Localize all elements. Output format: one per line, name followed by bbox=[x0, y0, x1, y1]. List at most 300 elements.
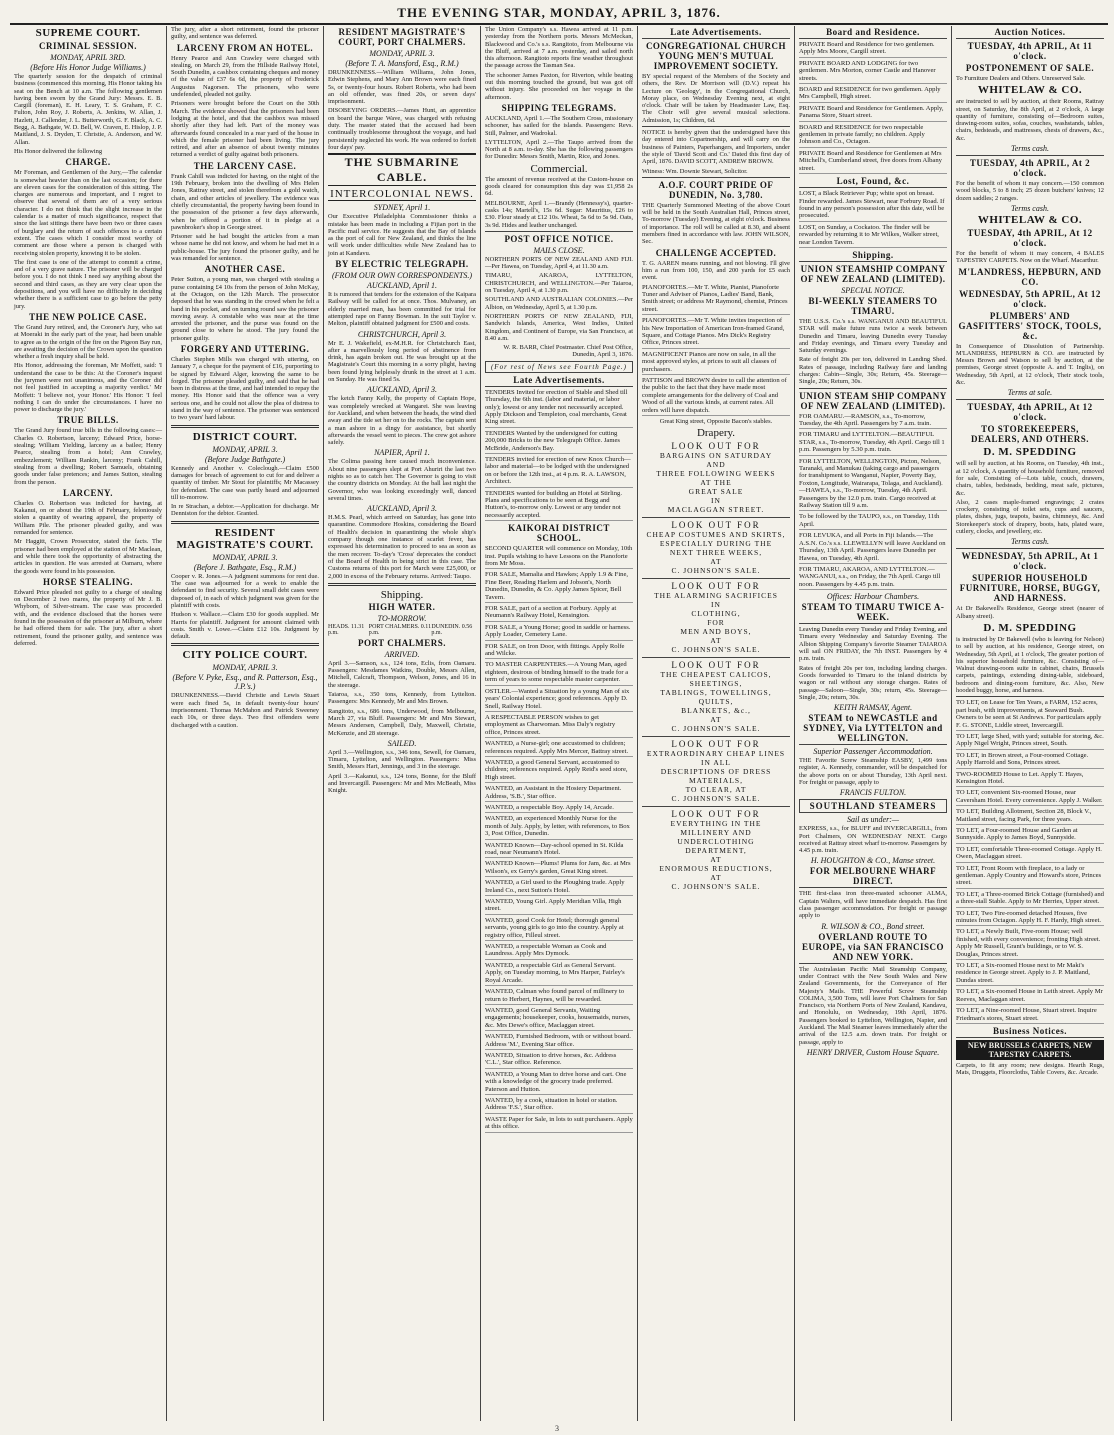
carpets-ad-title: NEW BRUSSELS CARPETS, NEW TAPESTRY CARPETS. bbox=[956, 1040, 1104, 1060]
terms: Terms at sale. bbox=[1007, 388, 1053, 398]
divider bbox=[642, 126, 790, 127]
terms: Terms cash. bbox=[1011, 537, 1049, 547]
ad-line: AT bbox=[710, 855, 722, 865]
ad-line: MACLAGGAN STREET. bbox=[667, 505, 765, 515]
signature: HENRY DRIVER, Custom House Square. bbox=[806, 1047, 940, 1057]
subhead: BI-WEEKLY STEAMERS TO TIMARU. bbox=[808, 295, 938, 316]
ad-line: AND bbox=[706, 460, 726, 470]
ad-item: TO LET, on Lease for Ten Years, a FARM, 152 acres, part bush, with improvements, at Seaward Bush. Owners to be seen at St Andrews. For particulars apply F. G. STONE, Liddle street, Invercargill. bbox=[956, 699, 1104, 731]
subhead: THE LARCENY CASE. bbox=[193, 160, 297, 171]
divider bbox=[956, 399, 1104, 400]
ad-item: TO LET, Building Allotment, Section 28, Block V., Maitland street, facing Park, for three years. bbox=[956, 808, 1104, 825]
paragraph: Hudson v. Wallace.—Claim £30 for goods supplied. Mr Harris for plaintiff. Judgment for amount claimed with costs. Smith v. Lowe.—Claim £12 10s. Judgment by default. bbox=[171, 611, 319, 641]
ad-item: PRIVATE Board and Residence for Gentlemen at Mrs Mitchell's, Cumberland street, five doors from Albany street. bbox=[799, 150, 947, 174]
ad-item: FOR LEVUKA, and all Ports in Fiji Islands.—The A.S.N. Co.'s s.s. LLEWELLYN will leave Auckland on Thursday, 13th April. Passengers leave Dunedin per Hawea, on Tuesday, 4th April. bbox=[799, 532, 947, 564]
paragraph: The Grand Jury retired, and, the Coroner's Jury, who sat at Moeraki in the early part of the year, had been unable to agree as to the origin of the fire on the Pigeon Bay run, are awaiting the decision of the Crown upon the question whether a fresh inquiry shall be held. bbox=[14, 323, 162, 361]
ad-item: LOST, on Sunday, a Cockatoo. The finder will be rewarded by returning it to Mr Wilkes, Walker street, near London Tavern. bbox=[799, 224, 947, 248]
ad-date: WEDNESDAY, 5th APRIL, At 12 o'clock. bbox=[959, 288, 1101, 309]
paragraph: TIMARU, AKAROA, LYTTELTON, CHRISTCHURCH, and WELLINGTON.—Per Taiaroa, on Tuesday, April 4, at 1.30 p.m. bbox=[485, 272, 633, 295]
before-line: (Before Judge Bathgate.) bbox=[204, 454, 286, 464]
ad-line: ESPECIALLY DURING THE bbox=[659, 539, 773, 549]
dateline: CHRISTCHURCH, April 3. bbox=[357, 329, 447, 339]
divider bbox=[171, 425, 319, 428]
paragraph: Mr E. J. Wakefield, ex-M.H.R. for Christchurch East, after a marvellously long period of abstinence from drink, has again broken out. He was brought up at the Magistrate's Court this morning in a sorry plight, having been found lying helplessly drunk in the street at 1 a.m. on Sunday. He was fined 5s. bbox=[328, 339, 476, 384]
ad-line: C. JOHNSON'S SALE. bbox=[671, 882, 761, 892]
signature: KEITH RAMSAY, Agent. bbox=[833, 703, 913, 713]
section-title: SHIPPING TELEGRAMS. bbox=[501, 102, 617, 113]
ad-item: WANTED, a good General Servant, accustomed to children; references required. Apply Reid's seed store, High street. bbox=[485, 759, 633, 783]
dateline: AUCKLAND, April 3. bbox=[366, 504, 438, 514]
cable-subtitle: INTERCOLONIAL NEWS. bbox=[328, 188, 476, 201]
ad-title: CONGREGATIONAL CHURCH YOUNG MEN'S MUTUAL IMPROVEMENT SOCIETY. bbox=[645, 41, 787, 71]
paragraph: April 3.—Wellington, s.s., 346 tons, Sewell, for Oamaru, Timaru, Lyttelton, and Wellington. Passengers: Miss Smith, Messrs Hart, Jennings, and 3 in the steerage. bbox=[328, 748, 476, 771]
signature: Offices: Harbour Chambers. bbox=[826, 592, 920, 602]
paragraph: AUCKLAND, April 1.—The Southern Cross, missionary schooner, has sailed for the islands. Passengers: Revs. Still, Palmer, and Wadrokal. bbox=[485, 114, 633, 137]
dateline: AUCKLAND, April 3. bbox=[366, 385, 438, 395]
subhead: ANOTHER CASE. bbox=[204, 264, 286, 275]
subhead: PORT CHALMERS. bbox=[357, 637, 447, 648]
ad-title: PLUMBERS' AND GASFITTERS' STOCK, TOOLS, &c. bbox=[958, 310, 1102, 341]
lookout-ad bbox=[642, 582, 790, 654]
paragraph: H.M.S. Pearl, which arrived on Saturday, has gone into quarantine. Commodore Hoskins, considering the Board of Health's decision in quarantining the whole ship's company though one instance of scarlet fever, has expressed his determination to proceed to sea as soon as the men recover. To-day's 'Cross' deprecates the conduct of the Board of Health in being strict in this case. The Customs returns of this port for March were £25,000, or 2,000 in excess of the February returns. Arrived: Taupo. bbox=[328, 514, 476, 580]
paragraph: In Consequence of Dissolution of Partnership. M'LANDRESS, HEPBURN & CO. are instructed by Messrs Brown and Watson to sell by auction, at the premises, George street (opposite A. and T. Inglis), on Wednesday, 5th April, at 12 o'clock, Their stock tools, &c. bbox=[956, 342, 1104, 387]
paragraph: Rate of freight 20s per ton, delivered in Landing Shed. Rates of passage, including Railway fare and landing charges: Cabin—Single, 30s; Return, 45s. Steerage—Single, 20s; Return, 30s. bbox=[799, 356, 947, 386]
paragraph: For the benefit of whom it may concern, 4 BALES TAPESTRY CARPETS. Now on the Wharf. Macarthur. bbox=[956, 249, 1104, 265]
ad-item: PIANOFORTES.—Mr T. White, Pianist, Pianoforte Tuner and Adviser of Pianos, Ladies' Band, Bank, Smith street; or address Mr Raymond, chemist, Princes street. bbox=[642, 284, 790, 316]
paragraph: The quarterly session for the despatch of criminal business (commenced this morning, His Honor taking his seat on the Bench at 10 a.m. The following gentlemen having been sworn by the Grand Jury: Messrs. E. B. Cargill (foreman), E. H. Leary, T. S. Graham, F. C. Fulton, John Roy, J. Roberts, A. Jenkins, W. Allan, J. Hazlett, J. Callender, J. L. Butterworth, G. F. Black, A. C. Begg, A. Bathgate, W. D. Bell, W. Craven, E. Hislop, J. P. Maitland, J. S. Dryden, T. Christie, A. Anderson, and W. Allan. bbox=[14, 73, 162, 146]
high-water-table bbox=[328, 624, 476, 636]
paragraph: The Union Company's s.s. Hawea arrived at 11 p.m. yesterday from the Northern ports. Messrs McMeckan, Blackwood and Co.'s s.s. Rangitoto, from Melbourne via the Bluff, arrived at 7 a.m. yesterday, and sailed north this afternoon. Rangitoto reports fine weather throughout the passage across the Tasman Sea. bbox=[485, 26, 633, 70]
paragraph: For the benefit of whom it may concern.—150 common wood blocks, 5 to 8 inch; 25 dozen butchers' knives; 12 dozen saddles; 2 ranges. bbox=[956, 180, 1104, 202]
date-line: MONDAY, APRIL 3RD. bbox=[50, 53, 126, 62]
cable-title: THE SUBMARINE CABLE. bbox=[328, 153, 476, 186]
subhead: Superior Passenger Accommodation. bbox=[813, 747, 933, 757]
ad-line: LOOK OUT FOR bbox=[671, 441, 761, 452]
ad-item: To be followed by the TAUPO, s.s., on Tuesday, 11th April. bbox=[799, 513, 947, 530]
paragraph: Frank Cahill was indicted for having, on the night of the 19th February, broken into the dwelling of Mrs Helen Jones, Rattray street, and stolen therefrom a gold watch, chain, and other articles of jewellery. The evidence was chiefly circumstantial, the property having been found in the possession of the prisoner a few days afterwards, when he offered a portion of it in pledge at a pawnbroker's shop in George street. bbox=[171, 172, 319, 231]
paragraph: Rangitoto, s.s., 686 tons, Underwood, from Melbourne, March 27, via Bluff. Passengers: Mr and Mrs Stewart, Messrs Andersen, Campbell, Daly, Maxwell, Christie, McKenzie, and 28 steerage. bbox=[328, 707, 476, 737]
divider bbox=[171, 521, 319, 524]
divider bbox=[642, 578, 790, 579]
ad-item: FOR SALE, a Young Horse; good in saddle or harness. Apply Loader, Cemetery Lane. bbox=[485, 624, 633, 641]
ad-item: FOR LYTTELTON, WELLINGTON, Picton, Nelson, Taranaki, and Manukau (taking cargo and passengers for transhipment to Wanganui, Napier, Poverty Bay, Foxton, Longitude, Wairarapa, Tolaga, and Auckland).—HAWEA, s.s., To-morrow, Tuesday, 4th April. Passengers by the 12.0 p.m. train. Cargo received at Railway Station till 9 a.m. bbox=[799, 458, 947, 512]
date-line: MONDAY, APRIL 3. bbox=[369, 49, 435, 58]
section-title: SUPREME COURT. bbox=[35, 27, 141, 39]
divider bbox=[642, 806, 790, 807]
paragraph: THE Quarterly Summoned Meeting of the above Court will be held in the South Australian Hall, Princes street, To-morrow (Tuesday) Evening, at eight o'clock. Business of importance. The roll will be called at 8.30, and absent members fined in accordance with law. JOHN WILSON, Sec. bbox=[642, 201, 790, 246]
ad-line: GREAT SALE bbox=[688, 487, 744, 497]
ad-line: FOR bbox=[707, 618, 725, 628]
lookout-ad bbox=[642, 521, 790, 575]
ad-title: CHALLENGE ACCEPTED. bbox=[655, 247, 777, 258]
drapery-title: Drapery. bbox=[696, 427, 736, 440]
paragraph: To Furniture Dealers and Others. Unreserved Sale. bbox=[956, 75, 1086, 82]
paragraph: NOTICE is hereby given that the undersigned have this day entered into Copartnership, and will carry on the business of Painters, Paperhangers, and Importers, under the style of 'David Scott and Co.' Dated this first day of April, 1876. DAVID SCOTT, ANDREW BROWN. bbox=[642, 129, 790, 166]
paragraph: The first case is one of the attempt to commit a crime, and of a very grave nature. The prisoner will be charged before you. I do not think I need say anything about the second and third cases, as they are very clear upon the depositions, and you will have no difficulty in deciding whether there is a sufficient case to go before the petty jury. bbox=[14, 258, 162, 310]
before-line: (Before V. Pyke, Esq., and R. Patterson, Esq., J.P.'s.) bbox=[172, 673, 318, 692]
paragraph: Leaving Dunedin every Tuesday and Friday Evening, and Timaru every Wednesday and Saturday Evening. The Albion Shipping Company's favorite Steamer TAIAROA will sail ON FRIDAY, the 7th INST. Passengers by 4 p.m. train. bbox=[799, 626, 947, 663]
ad-line: C. JOHNSON'S SALE. bbox=[671, 724, 761, 734]
date-line: MONDAY, APRIL 3. bbox=[212, 552, 278, 562]
ad-line: TABLINGS, TOWELLINGS, QUILTS, bbox=[660, 688, 772, 707]
paragraph: Also, 2 cases maple-framed engravings; 2 crates crockery, consisting of toilet sets, cups and saucers, plates, dishes, jugs, teapots, basins, chimneys, &c. And Storekeeper's stock of drapery, boots, hats, plated ware, cutlery, clocks, and jewellery, etc. bbox=[956, 498, 1104, 536]
section-subtitle: CRIMINAL SESSION. bbox=[38, 41, 138, 51]
paragraph: Carpets, to fit any room; new designs. Hearth Rugs, Mats, Druggets, Floorcloths, Table Covers, &c. Arcade. bbox=[956, 1061, 1104, 1077]
ad-item: TWO-ROOMED House to Let. Apply T. Hayes, Kensington Hotel. bbox=[956, 771, 1104, 788]
ad-line: LOOK OUT FOR bbox=[671, 520, 761, 531]
paragraph: The jury, after a short retirement, found the prisoner guilty, and sentence was deferred. bbox=[171, 26, 319, 41]
subhead: SAILED. bbox=[387, 738, 417, 748]
ad-line: LOOK OUT FOR bbox=[671, 660, 761, 671]
ad-line: LOOK OUT FOR bbox=[671, 739, 761, 750]
section-title: POST OFFICE NOTICE. bbox=[504, 233, 614, 244]
section-title: Business Notices. bbox=[956, 1026, 1104, 1038]
section-title: Board and Residence. bbox=[799, 27, 947, 39]
paragraph: At Dr Bakewell's Residence, George street (nearer of Albany street). bbox=[956, 605, 1104, 620]
signature: W. R. BARR, Chief Postmaster. Chief Post Office, Dunedin, April 3, 1876. bbox=[503, 344, 633, 359]
paragraph: The Australasian Pacific Mail Steamship Company, under Contract with the New South Wales and New Zealand Governments, for the Conveyance of Her Majesty's Mails. THE Powerful Screw Steamship COLIMA, 3,500 Tons, will leave Port Chalmers for San Francisco, via Northern Ports of New Zealand, Kandavu, and Honolulu, on Wednesday, 19th April, 1876. Passengers booked to Lyttelton, Wellington, Napier, and Auckland. The Mail Steamer leaves immediately after the arrival of the 12.5 a.m. down train. For freight or passage, apply to bbox=[799, 965, 947, 1046]
ad-line: AT bbox=[710, 636, 722, 646]
section-title: KAIKORAI DISTRICT SCHOOL. bbox=[508, 523, 610, 544]
paragraph: The amount of revenue received at the Custom-house on goods cleared for consumption this day was £1,958 2s 6d. bbox=[485, 175, 633, 198]
ad-title: SOUTHLAND STEAMERS bbox=[799, 799, 947, 813]
paragraph: Kennedy and Another v. Coleclough.—Claim £500 damages for breach of agreement to cut for and deliver a quantity of timber. Mr Stout for plaintiffs; Mr Macassey for defendant. The case was partly heard and adjourned till to-morrow. bbox=[171, 464, 319, 501]
paragraph: Henry Pearce and Ann Crawley were charged with stealing, on March 29, from the Hillside Railway Hotel, South Dunedin, a cashbox containing cheques and money of the value of £37 6s 6d, the property of Frederick Augustus Nagorsen. The prisoners, who were undefended, pleaded not guilty. bbox=[171, 54, 319, 99]
paragraph: It is rumored that tenders for the extension of the Kaipara Railway will be called for at once. Thos. Mulvaney, an elderly married man, has been committed for trial for attempted rape on Fanny Bowman. In the suit Taylor v. Melton, plaintiff obtained judgment for £500 and costs. bbox=[328, 291, 476, 328]
divider bbox=[799, 388, 947, 389]
ad-line: EVERYTHING IN THE bbox=[670, 819, 762, 829]
ad-item: TENDERS Invited for erection of Stable and Shed till Thursday, the 6th inst. (labor and material, or labor only); lowest or any tender not necessarily accepted. Apply Dickson and Templeton, coal merchants, Great King street. bbox=[485, 389, 633, 428]
dateline: NAPIER, April 1. bbox=[374, 448, 430, 458]
paragraph: Prisoner said he had bought the articles from a man whose name he did not know, and whom he had met in a public-house. The jury found the prisoner guilty, and he was remanded for sentence. bbox=[171, 233, 319, 263]
ad-line: AT bbox=[710, 557, 722, 567]
ad-item: BOARD and RESIDENCE for two gentlemen. Apply Mrs Campbell, High street. bbox=[799, 86, 947, 103]
before-line: (Before J. Bathgate, Esq., R.M.) bbox=[193, 562, 297, 572]
paragraph: MELBOURNE, April 1.—Brandy (Hennessy's), quarter-casks 14s; Martell's, 15s 6d. Sugar: Mauritius, £26 to £30. Flour steady at £12 10s. Wheat, 5s 6d to 5s 9d. Oats, 3s 9d. Hides and leather unchanged. bbox=[485, 199, 633, 229]
paragraph: Charles O. Robertson was indicted for having, at Kakanui, on or about the 19th of February, feloniously stolen a quantity of wearing apparel, the property of William Pile. The prisoner pleaded guilty, and was remanded for sentence. bbox=[14, 499, 162, 537]
ad-title: UNION STEAM SHIP COMPANY OF NEW ZEALAND (LIMITED). bbox=[799, 390, 947, 411]
ad-item: TO LET, a Three-roomed Brick Cottage (furnished) and a three-stall Stable. Apply to Mr Herries, Upper street. bbox=[956, 891, 1104, 908]
ad-line: LOOK OUT FOR bbox=[671, 581, 761, 592]
paragraph: The ketch Fanny Kelly, the property of Captain Hope, was completely wrecked at Wangarei. She was leaving for Auckland, and when between the heads, the wind died away and the tide set her on to the rocks. The captain sent a man ashore in a dingy for assistance, but shortly afterwards the vessel went to pieces. The crew got ashore safely. bbox=[328, 395, 476, 447]
ad-item: WANTED Known—Plums! Plums for Jam, &c. at Mrs Wilson's, ex Gerry's garden, Great King street. bbox=[485, 860, 633, 877]
ad-item: TO LET, a Six-roomed House next to Mr Maki's residence in George street. Apply to J. P. Maitland, Dundas street. bbox=[956, 962, 1104, 986]
ad-date: TUESDAY, 4th APRIL, At 11 o'clock. bbox=[967, 41, 1093, 61]
divider bbox=[328, 583, 476, 586]
subhead: FORGERY AND UTTERING. bbox=[180, 343, 310, 354]
paragraph: SOUTHLAND AND AUSTRALIAN COLONIES.—Per Albion, on Wednesday, April 5, at 1.30 p.m. bbox=[485, 296, 633, 311]
paragraph: BY special request of the Members of the Society and others, the Rev. Dr Morrison will (D.V.) repeat his Lecture on 'Geology', in the Congregational Church, Moray place, on Wednesday Evening next, at eight o'clock. Chair will be taken by Headmaster Law, Esq. The Choir will give several musical selections. Admission, 1s; Children, 6d. bbox=[642, 73, 790, 124]
ad-line: IN bbox=[711, 600, 721, 610]
ad-item: TO LET, comfortable Three-roomed Cottage. Apply H. Owen, Maclaggan street. bbox=[956, 846, 1104, 863]
section-title: Shipping. bbox=[799, 250, 947, 262]
column-5 bbox=[638, 26, 795, 1421]
ad-item: TO LET, convenient Six-roomed House, near Caversham Hotel. Every convenience. Apply J. Walker. bbox=[956, 789, 1104, 806]
ad-line: THE ALARMING SACRIFICES bbox=[654, 591, 778, 601]
lookout-ad bbox=[642, 740, 790, 803]
ad-title: OVERLAND ROUTE TO EUROPE, via SAN FRANCISCO AND NEW YORK. bbox=[799, 932, 947, 964]
ad-title: STEAM to NEWCASTLE and SYDNEY, Via LYTTELTON and WELLINGTON. bbox=[799, 713, 947, 745]
paragraph: Our Executive Philadelphia Commissioner thinks a mistake has been made in including a Fijian port in the Pacific mail service. He suggests that the Bay of Islands as the port of call for New Zealand, and thinks the line will work under difficulties while New Zealand has to join at Kandavu. bbox=[328, 213, 476, 257]
page-number: 3 bbox=[555, 1424, 559, 1433]
dateline: AUCKLAND, April 1. bbox=[366, 281, 438, 291]
column-3 bbox=[324, 26, 481, 1421]
section-title: DISTRICT COURT. bbox=[192, 430, 298, 443]
ad-title: SUPERIOR HOUSEHOLD FURNITURE, HORSE, BUGGY, AND HARNESS. bbox=[959, 573, 1101, 604]
paragraph: Peter Sutton, a young man, was charged with stealing a purse containing £4 10s from the person of John McKay, at the Octagon, on the 12th March. The prosecutor deposed that he was standing in the crowd when he felt a hand in his pocket, and on turning round saw the prisoner moving away. A constable who was near at the time arrested the prisoner, and the purse was found on the ground close to where he stood. The jury found the prisoner guilty. bbox=[171, 276, 319, 342]
subhead: TO-MORROW. bbox=[377, 613, 427, 623]
ad-item: WANTED, a Young Man to drive horse and cart. One with a knowledge of the grocery trade preferred. Paterson and Hutton. bbox=[485, 1071, 633, 1095]
paragraph: His Honor delivered the following bbox=[14, 147, 103, 155]
ad-item: WANTED, good Cook for Hotel; thorough general servants, young girls to go into the country. Apply at registry office, Filleul street. bbox=[485, 917, 633, 941]
high-water-cell: HEADS. 11.31 p.m. bbox=[328, 623, 365, 636]
column-6 bbox=[795, 26, 952, 1421]
date-line: MONDAY, APRIL 3. bbox=[212, 444, 278, 454]
section-title: RESIDENT MAGISTRATE'S COURT. bbox=[176, 526, 314, 551]
ad-item: SECOND QUARTER will commence on Monday, 10th inst. Pupils wishing to have Lessons on the Pianoforte from Mr Moss. bbox=[485, 545, 633, 569]
ad-title: POSTPONEMENT OF SALE. bbox=[965, 63, 1095, 73]
ad-line: THREE FOLLOWING WEEKS bbox=[656, 469, 776, 479]
high-water-cell: PORT CHALMERS. 0.11 p.m. bbox=[368, 623, 432, 636]
paragraph: Rates of freight 20s per ton, including landing charges. Goods forwarded to Timaru to the inland districts by wagon or rail without any storage charges. Rates of passage—Saloon—Single, 30s; return, 45s. Steerage—Single, 20s; return, 30s. bbox=[799, 664, 947, 701]
section-title: Lost, Found, &c. bbox=[799, 176, 947, 188]
signature: FRANCIS FULTON. bbox=[839, 788, 907, 798]
paragraph: DRUNKENNESS.—William Williams, John Jones, Edwin Stephens, and Mary Ann Brown were each fined 5s, or twenty-four hours. Robert Roberts, who had been an old offender, was fined 20s, or seven days' imprisonment. bbox=[328, 69, 476, 106]
divider bbox=[956, 155, 1104, 156]
shipping-title: Shipping. bbox=[380, 588, 424, 601]
subhead: LARCENY FROM AN HOTEL. bbox=[176, 42, 314, 53]
section-title: Late Advertisements. bbox=[642, 27, 790, 39]
section-title: Late Advertisements. bbox=[485, 375, 633, 387]
ad-line: BARGAINS ON SATURDAY bbox=[659, 451, 773, 461]
ad-title: A.O.F. COURT PRIDE OF DUNEDIN, No. 3,780. bbox=[658, 179, 774, 200]
commercial-title: Commercial. bbox=[530, 162, 588, 175]
signature: Great King street, Opposite Bacon's stables. bbox=[659, 418, 773, 426]
paragraph: will sell by auction, at his Rooms, on Tuesday, 4th inst., at 12 o'clock, A quantity of household furniture, removed for sale, Consisting of—Lots table, couch, drawers, chairs, tables, bedsteads, bedding, meat safe, pictures, &c. bbox=[956, 460, 1104, 497]
ad-line: MILLINERY AND UNDERCLOTHING bbox=[677, 828, 755, 847]
ad-item: WANTED, a respectable Girl as General Servant. Apply, on Tuesday morning, to Mrs Harper, Fairley's Royal Arcade. bbox=[485, 962, 633, 986]
paragraph: T. G. AAREN means running, and not blowing. I'll give him a run from 100, 150, and 200 yards for £5 each event. bbox=[642, 259, 790, 282]
paragraph: Charles Stephen Mills was charged with uttering, on January 7, a cheque for the payment of £16, purporting to be signed by Edward Alger, knowing the same to be forged. The prisoner pleaded guilty, and said that he had been in distress at the time, and had intended to repay the money. His Honor said that the offence was a very serious one, and he could not allow the plea of distress to stand in the way of sentence. The prisoner was sentenced to two years' hard labour. bbox=[171, 355, 319, 422]
subhead: MAILS CLOSE. bbox=[533, 245, 585, 255]
section-title: BY ELECTRIC TELEGRAPH. bbox=[335, 259, 469, 270]
ad-item: LOST, a Black Retriever Pup; white spot on breast. Finder rewarded. James Stewart, near Forbury Road. If found in any person's possession after this date, will be prosecuted. bbox=[799, 190, 947, 222]
paragraph: Mr Foreman, and Gentlemen of the Jury,—The calendar is somewhat heavier than on the last occasion; for there are eleven cases for the consideration of this sitting. The charges are numerous and important, and I regret to observe that several of them are of a very serious character. I do not think that the slight increase in the calendar is a matter of much significance, respect that since the last sittings there have been two or three cases of burglary and the return of such offences to a certain extent. The cases which I consider most worthy of comment are those where a person is charged with receiving stolen property, knowing it to be stolen. bbox=[14, 169, 162, 257]
ad-line: THE CHEAPEST CALICOS, SHEETINGS, bbox=[660, 670, 772, 689]
divider bbox=[642, 177, 790, 178]
ad-item: WANTED, a respectable Boy. Apply 14, Arcade. bbox=[485, 804, 633, 813]
subhead: HORSE STEALING. bbox=[42, 576, 134, 587]
divider bbox=[642, 657, 790, 658]
section-title: Auction Notices. bbox=[956, 27, 1104, 39]
ad-item: WANTED, a Girl used to the Ploughing trade. Apply Ireland Co., next Sutton's Hotel. bbox=[485, 879, 633, 896]
ad-item: PRIVATE Board and Residence for two gentlemen. Apply Mrs Moore, Cargill street. bbox=[799, 41, 947, 58]
paragraph: DISOBEYING ORDERS.—James Hunt, an apprentice on board the barque Wave, was charged with refusing duty. The master stated that the accused had been continually troublesome throughout the voyage, and had persistently neglected his work. He was ordered to forfeit four days' pay. bbox=[328, 107, 476, 151]
divider bbox=[642, 517, 790, 518]
paragraph: The Colima passing here caused much inconvenience. About nine passengers slept at Port Ahuriri the last two nights so as to catch her. The Governor is going to visit the country districts on Monday. At the ball last night the Governor, who was looking exceedingly well, danced several times. bbox=[328, 458, 476, 502]
lookout-ad bbox=[642, 810, 790, 891]
section-title: CITY POLICE COURT. bbox=[182, 649, 308, 662]
ad-item: WANTED, a Nurse-girl; one accustomed to children; references required. Apply Mrs Mercer, Battray street. bbox=[485, 740, 633, 757]
masthead: THE EVENING STAR, MONDAY, APRIL 3, 1876. bbox=[10, 4, 1108, 25]
ad-line: MEN AND BOYS, bbox=[680, 627, 752, 637]
divider bbox=[642, 736, 790, 737]
ad-item: TO LET, a Nine-roomed House, Stuart street. Inquire Friedman's stores, Stuart street. bbox=[956, 1007, 1104, 1024]
ad-item: FOR SALE, Mamalia and Hawkes; Apply 1.9 & Fine, Fine Beer, Reading Harlem and Jobson's, North Dunedin, Dunedin, & Co. Apply James Spicer, Bell Tavern. bbox=[485, 571, 633, 603]
paragraph: EXPRESS, s.s., for BLUFF and INVERCARGILL, from Port Chalmers, ON WEDNESDAY NEXT. Cargo received at Rattray street wharf to-morrow. Passengers by 4.45 p.m. train. bbox=[799, 825, 947, 855]
ad-item: TENDERS Wanted by the undersigned for cutting 200,000 Bricks to the new Telegraph Office. James McBride, Anderson's Bay. bbox=[485, 430, 633, 454]
ad-item: PRIVATE Board and Residence for Gentlemen. Apply, Panama Store, Stuart street. bbox=[799, 105, 947, 122]
ad-line: C. JOHNSON'S SALE. bbox=[671, 566, 761, 576]
ad-line: IN bbox=[711, 496, 721, 506]
divider bbox=[485, 231, 633, 232]
ad-line: AT bbox=[710, 715, 722, 725]
ad-item: PATTISON and BROWN desire to call the attention of the public to the fact that they have made most complete arrangements for the delivery of Coal and Wood of all the various kinds, at current rates. All orders will have dispatch. bbox=[642, 377, 790, 416]
subhead: Sail as under:— bbox=[847, 815, 899, 825]
ad-item: FOR SALE, part of a section at Forbury. Apply at Neumann's Railway Hotel, Kensington. bbox=[485, 605, 633, 622]
ad-item: BOARD and RESIDENCE for two respectable gentlemen in private family; no children. Apply Johnson and Co., Octagon. bbox=[799, 124, 947, 148]
ad-item: TO MASTER CARPENTERS.—A Young Man, aged eighteen, desirous of binding himself to the trade for a term of years to some respectable master carpenter. bbox=[485, 661, 633, 685]
paragraph: NORTHERN PORTS OF NEW ZEALAND AND FIJI.—Per Hawea, on Tuesday, April 4, at 11.30 a.m. bbox=[485, 255, 633, 271]
paragraph: The Grand Jury found true bills in the following cases:—Charles O. Robertson, larceny; Edward Price, horse-stealing; William Yielding, larceny as a bailee; Henry Pearce, stealing from a hotel; Ann Crawley, embezzlement; William Rankin, larceny; Frank Cahill, stealing from a dwelling; Robert Samuels, obtaining goods under false pretences; and James Sutton, stealing from the person. bbox=[14, 427, 162, 486]
ad-item: WANTED, an experienced Monthly Nurse for the month of July. Apply, by letter, with references, to Box 3, Post Office, Dunedin. bbox=[485, 815, 633, 839]
high-water-cell: DUNEDIN. 0.56 p.m. bbox=[431, 623, 473, 636]
ad-item: TO LET, in Brown street, a Four-roomed Cottage. Apply Harrold and Sons, Princes street. bbox=[956, 752, 1104, 769]
ad-title: UNION STEAMSHIP COMPANY OF NEW ZEALAND (LIMITED). bbox=[800, 263, 946, 284]
ad-line: LOOK OUT FOR bbox=[671, 809, 761, 820]
ad-item: OSTLER.—Wanted a Situation by a young Man of six years' Colonial experience; good references. Apply D. Snell, Railway Hotel. bbox=[485, 688, 633, 712]
ad-line: AT bbox=[710, 873, 722, 883]
paragraph: is instructed by Dr Bakewell (who is leaving for Nelson) to sell by auction, at his residence, George street, on Wednesday, 5th April, at 1 o'clock, The greater portion of his superior household furniture, &c. Consisting of—Walnut drawing-room suite in cabinet, chairs, Brussels carpets, paintings, extending dining-table, sideboard, bedroom and dining-room furniture, &c. Also, New hooded buggy, horse, and harness. bbox=[956, 635, 1104, 694]
subhead: CHARGE. bbox=[65, 157, 111, 168]
ad-item: MAGNIFICENT Pianos are now on sale, in all the most approved styles, at prices to suit all classes of purchasers. bbox=[642, 351, 790, 375]
paragraph: In re Strachan, a debtor.—Application for discharge. Mr Denniston for the debtor. Granted. bbox=[171, 503, 319, 518]
paragraph: His Honor, addressing the foreman, Mr Moffett, said: 'I understand the case to be this: At the Coroner's inquest the jurymen were not unanimous, and the Coroner did not feel justified in accepting a majority verdict.' Mr Moffett: 'I believe not, your Honor.' His Honor: 'I feel nothing I can do under the circumstances. I have no power to discharge the jury.' bbox=[14, 362, 162, 414]
section-subtitle: (FROM OUR OWN CORRESPONDENTS.) bbox=[332, 271, 472, 281]
paragraph: April 3.—Kakanui, s.s., 124 tons, Bonne, for the Bluff and Invercargill. Passengers: Mr and Mrs McBeath, Miss Knight. bbox=[328, 772, 476, 795]
ad-title: TO STOREKEEPERS, DEALERS, AND OTHERS. bbox=[970, 424, 1090, 445]
paragraph: April 3.—Samson, s.s., 124 tons, Eclis, from Oamaru. Passengers: Mesdames Watkins, Double, Messrs Allen, Mitchell, Calcraft, Thompson, Welson, Jones, and 16 in the steerage. bbox=[328, 659, 476, 689]
ad-item: FOR TIMARU, AKAROA, AND LYTTELTON.—WANGANUI, s.s., on Friday, the 7th April. Cargo till noon. Passengers by 4.45 p.m. train. bbox=[799, 566, 947, 590]
paragraph: THE U.S.S. Co.'s s.s. WANGANUI AND BEAUTIFUL STAR will make future runs twice a week between Dunedin and Timaru, leaving Dunedin every Tuesday and Friday evenings, and Timaru every Tuesday and Saturday evenings. bbox=[799, 317, 947, 355]
paragraph: NORTHERN PORTS OF NEW ZEALAND, FIJI, Sandwich Islands, America, West Indies, United Kingdom, and Continent of Europe, via San Francisco, at 8.40 a.m. bbox=[485, 312, 633, 342]
column-7 bbox=[952, 26, 1108, 1421]
ad-item: PIANOFORTES.—Mr T. White invites inspection of his New Importation of American Iron-framed Grand, Square, and Cottage Pianos. Mrs Dick's Registry Office, Princes street. bbox=[642, 317, 790, 349]
columns bbox=[10, 26, 1108, 1421]
ad-item: TO LET, Front Room with fireplace, to a lady or gentleman. Apply Country and Howard's store, Princes street. bbox=[956, 865, 1104, 889]
dateline: SYDNEY, April 1. bbox=[373, 203, 431, 213]
column-1 bbox=[10, 26, 167, 1421]
ad-title: FOR MELBOURNE WHARF DIRECT. bbox=[799, 866, 947, 888]
ad-item: FOR SALE, on Iron Door, with fittings. Apply Rolfe and Wilcke. bbox=[485, 643, 633, 660]
paragraph: Edward Price pleaded not guilty to a charge of stealing on December 2 two mares, the property of Mr J. B. Whyborn, of Silver-stream. The case was proceeded with, and the evidence disclosed that the horses were found in the possession of the prisoner at Milburn, where he had offered them for sale. The jury, after a short retirement, found the prisoner guilty, and sentence was deferred. bbox=[14, 588, 162, 647]
ad-item: TO LET, Two Fire-roomed detached Houses, five minutes from Octagon. Apply H. F. Hardy, High street. bbox=[956, 910, 1104, 927]
subhead: SPECIAL NOTICE. bbox=[841, 285, 905, 295]
ad-line: C. JOHNSON'S SALE. bbox=[671, 645, 761, 655]
ad-line: ENORMOUS REDUCTIONS, bbox=[659, 864, 773, 874]
paragraph: LYTTELTON, April 2.—The Taupo arrived from the North at 8 a.m. to-day. She has the following passengers for Dunedin: Messrs Smith, Martin, Rice, and Jones. bbox=[485, 138, 633, 161]
subhead: ARRIVED. bbox=[384, 649, 420, 659]
column-2 bbox=[167, 26, 324, 1421]
ad-line: DEPARTMENT, bbox=[685, 846, 747, 856]
ad-line: BLANKETS, &c., bbox=[681, 706, 751, 716]
ad-line: AT THE bbox=[700, 478, 732, 488]
lookout-ad bbox=[642, 661, 790, 733]
section-title: RESIDENT MAGISTRATE'S COURT, PORT CHALMERS. bbox=[338, 27, 466, 47]
ad-item: WANTED, by a cook, situation in hotel or station. Address 'F.S.', Star office. bbox=[485, 1097, 633, 1114]
ad-item: TO LET, a Six-roomed House in Leith street. Apply Mr Reeves, Maclaggan street. bbox=[956, 988, 1104, 1005]
column-4 bbox=[481, 26, 638, 1421]
ad-item: FOR OAMARU.—RAMSON, s.s., To-morrow, Tuesday, the 4th April. Passengers by 7 a.m. train. bbox=[799, 413, 947, 430]
paragraph: Witness: Wm. Downie Stewart, Solicitor. bbox=[642, 167, 748, 175]
ad-item: WANTED, Young Girl. Apply Meridian Villa, High street. bbox=[485, 898, 633, 915]
ad-line: CLOTHING, bbox=[691, 609, 741, 619]
ad-item: WANTED, a respectable Woman as Cook and Laundress. Apply Mrs Dymock. bbox=[485, 943, 633, 960]
ad-item: A RESPECTABLE PERSON wishes to get employment as Charwoman. Miss Daly's registry office, Princes street. bbox=[485, 714, 633, 738]
ad-title: STEAM TO TIMARU TWICE A-WEEK. bbox=[799, 602, 947, 624]
paragraph: DRUNKENNESS.—David Christie and Lewis Stuart were each fined 5s, in default twenty-four hours' imprisonment. Thomas McMahon and Patrick Sweeney each 10s, or three days. Two first offenders were discharged with a caution. bbox=[171, 692, 319, 729]
ad-line: C. JOHNSON'S SALE. bbox=[671, 794, 761, 804]
subhead: LARCENY. bbox=[63, 487, 113, 498]
ad-item: WANTED, Furnished Bedroom, with or without board. Address 'M.', Evening Star office. bbox=[485, 1033, 633, 1050]
paragraph: THE Favorite Screw Steamship EASBY, 1,499 tons register, A. Kennedy, commander, will be despatched for the above ports on or about Thursday, 13th April next. For freight or passage, apply to bbox=[799, 757, 947, 786]
ad-item: TO LET, a Four-roomed House and Garden at Sunnyside. Apply to James Boyd, Sunnyside. bbox=[956, 827, 1104, 844]
auctioneer-name: WHITELAW & CO. bbox=[977, 213, 1083, 226]
paragraph: Prisoners were brought before the Court on the 30th March. The evidence showed that the prisoners had been lodging at the hotel, and that the cashbox was missed shortly after they had left. Part of the money was afterwards found concealed in a rear yard of the house in which the female prisoner had been living. The jury retired, and after an absence of about twenty minutes returned a verdict of guilty against both prisoners. bbox=[171, 100, 319, 159]
ad-line: EXTRAORDINARY CHEAP LINES bbox=[646, 749, 786, 759]
ad-item: WANTED, Calman who found parcel of millinery to return to Herbert, Haynes, will be rewarded. bbox=[485, 988, 633, 1005]
ad-item: WASTE Paper for Sale, in lots to suit purchasers. Apply at this office. bbox=[485, 1116, 633, 1133]
auctioneer-name: D. M. SPEDDING bbox=[983, 621, 1077, 634]
terms: Terms cash. bbox=[1011, 203, 1049, 213]
signature: H. HOUGHTON & CO., Manse street. bbox=[810, 856, 936, 866]
signature: R. WILSON & CO., Bond street. bbox=[821, 921, 925, 931]
ad-item: TENDERS invited for erection of new Knox Church—labor and material—to be lodged with the undersigned on or before the 12th inst., at 4 p.m. R. A. LAWSON, Architect. bbox=[485, 456, 633, 488]
notice-box: (For rest of News see Fourth Page.) bbox=[485, 361, 633, 373]
paragraph: Cooper v. R. Jones.—A judgment summons for rent due. The case was adjourned for a week to enable the defendant to find security. Several small debt cases were disposed of, in each of which judgment was given for the plaintiff with costs. bbox=[171, 572, 319, 609]
ad-item: WANTED, an Assistant in the Hosiery Department. Address, 'S.B.', Star office. bbox=[485, 785, 633, 802]
divider bbox=[956, 548, 1104, 549]
ad-line: TO CLEAR, AT bbox=[685, 785, 747, 795]
auctioneer-name: M'LANDRESS, HEPBURN, AND CO. bbox=[958, 266, 1102, 287]
paragraph: are instructed to sell by auction, at their Rooms, Rattray street, on Saturday, the 8th April, at 2 o'clock, A large quantity of furniture, consisting of—Bedroom suites, drawing-room suites, sofas, couches, washstands, tables, chairs, bedsteads, and mattresses, chests of drawers, &c., &c. bbox=[956, 98, 1104, 142]
ad-item: PRIVATE BOARD AND LODGING for two gentlemen. Mrs Morton, corner Castle and Hanover streets. bbox=[799, 60, 947, 84]
ad-item: FOR TIMARU and LYTTELTON.—BEAUTIFUL STAR, s.s., To-morrow, Tuesday, 4th April. Cargo till 1 p.m. Passengers by 5.30 p.m. train. bbox=[799, 431, 947, 455]
ad-line: IN ALL bbox=[701, 758, 731, 768]
auctioneer-name: WHITELAW & CO. bbox=[977, 84, 1083, 97]
subhead: HIGH WATER. bbox=[368, 601, 436, 612]
subhead: THE NEW POLICE CASE. bbox=[29, 311, 147, 322]
before-line: (Before His Honor Judge Williams.) bbox=[30, 63, 146, 72]
before-line: (Before T. A. Mansford, Esq., R.M.) bbox=[345, 59, 459, 68]
divider bbox=[171, 643, 319, 646]
ad-item: WANTED, good General Servants, Waiting engagements; housekeeper, cooks, housemaids, nurses, &c. Mrs Dewe's office, Maclaggan street. bbox=[485, 1007, 633, 1031]
ad-item: TO LET, large Shed, with yard; suitable for storing, &c. Apply Nigel Wright, Princes street, South. bbox=[956, 733, 1104, 750]
paragraph: THE first-class iron three-masted schooner ALMA, Captain Walters, will have immediate despatch. Has first class passenger accommodation. For freight or passage apply to bbox=[799, 890, 947, 920]
ad-item: WANTED Known—Day-school opened in St. Kilda road, near Neumann's Hotel. bbox=[485, 842, 633, 859]
ad-line: NEXT THREE WEEKS, bbox=[669, 548, 763, 558]
ad-item: WANTED, Situation to drive horses, &c. Address 'C.L.', Star office. Reference. bbox=[485, 1052, 633, 1069]
subhead: TRUE BILLS. bbox=[57, 415, 119, 426]
lookout-ad bbox=[642, 442, 790, 514]
ad-line: CHEAP COSTUMES AND SKIRTS, bbox=[646, 530, 786, 540]
paragraph: Taiaroa, s.s., 350 tons, Kennedy, from Lyttelton. Passengers: Mrs Kennedy, Mr and Mrs Brown. bbox=[328, 691, 476, 706]
ad-line: DESCRIPTIONS OF DRESS MATERIALS, bbox=[660, 767, 772, 786]
ad-date: TUESDAY, 4th APRIL, At 2 o'clock. bbox=[969, 158, 1091, 179]
ad-item: TENDERS wanted for building an Hotel at Stirling. Plans and specifications to be seen at Begg and Hutton's, to-morrow only. Lowest or any tender not necessarily accepted. bbox=[485, 490, 633, 522]
date-line: MONDAY, APRIL 3. bbox=[212, 663, 278, 673]
auctioneer-name: D. M. SPEDDING bbox=[983, 446, 1077, 459]
